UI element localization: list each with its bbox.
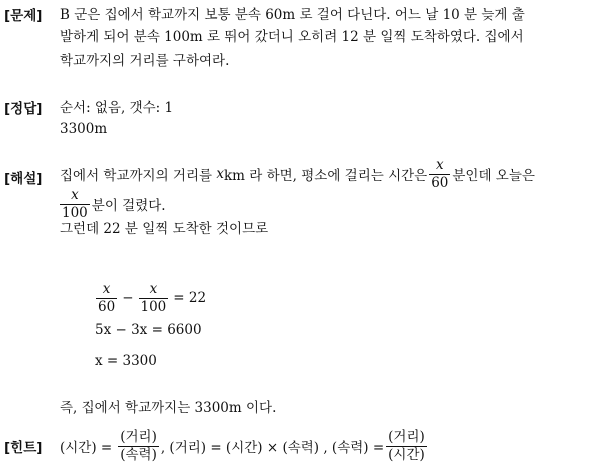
fraction-numerator: (거리) [120,428,157,445]
fraction-numerator: x [435,156,444,173]
fraction-distance-over-speed [118,429,159,464]
fraction-x-over-60 [429,157,450,192]
hint-text: , (거리) = (시간) × (속력) , (속력) = [160,440,385,456]
explanation-conclusion: 즉, 집에서 학교까지는 3300m 이다. [60,400,277,416]
fraction-denominator: 100 [62,204,88,221]
fraction-numerator: x [102,280,111,297]
variable-x: x [216,166,224,182]
equation-2: 5x − 3x = 6600 [95,322,202,338]
explanation-line-3: 그런데 22 분 일찍 도착한 것이므로 [60,221,269,237]
fraction-numerator: (거리) [388,428,425,445]
equation-3: x = 3300 [95,353,157,369]
explanation-text: 분인데 오늘은 [452,168,535,184]
equation-1 [94,278,206,318]
hint-formula [60,426,429,466]
problem-line-1: B 군은 집에서 학교까지 보통 분속 60m 로 걸어 다닌다. 어느 날 10 분 늦게 출 [60,7,525,23]
fraction-denominator: (시간) [388,446,425,463]
explanation-text: 집에서 학교까지의 거리를 [60,168,213,184]
hint-label: [힌트] [4,440,43,456]
fraction-denominator: 60 [431,174,449,191]
problem-label: [문제] [4,8,43,24]
fraction-denominator: 100 [140,298,167,315]
fraction-denominator: (속력) [120,446,157,463]
explanation-text: 분이 걸렸다. [91,198,166,214]
minus-sign: − [122,290,134,306]
fraction-denominator: 60 [98,298,116,315]
answer-line-1: 순서: 없음, 갯수: 1 [60,100,174,116]
fraction-numerator: x [71,186,79,203]
fraction-x-over-100 [139,281,169,316]
answer-line-2: 3300m [60,121,108,137]
explanation-label: [해설] [4,171,43,187]
hint-text: (시간) = [60,440,113,456]
problem-line-3: 학교까지의 거리를 구하여라. [60,53,230,69]
equation-rhs: = 22 [173,290,207,306]
answer-label: [정답] [4,101,43,117]
explanation-text: km 라 하면, 평소에 걸리는 시간은 [223,168,428,184]
fraction-distance-over-time [386,429,427,464]
problem-line-2: 발하게 되어 분속 100m 로 뛰어 갔더니 오히려 12 분 일찍 도착하였다. 집에서 [60,29,524,45]
fraction-numerator: x [149,280,158,297]
fraction-x-over-60 [96,281,117,316]
